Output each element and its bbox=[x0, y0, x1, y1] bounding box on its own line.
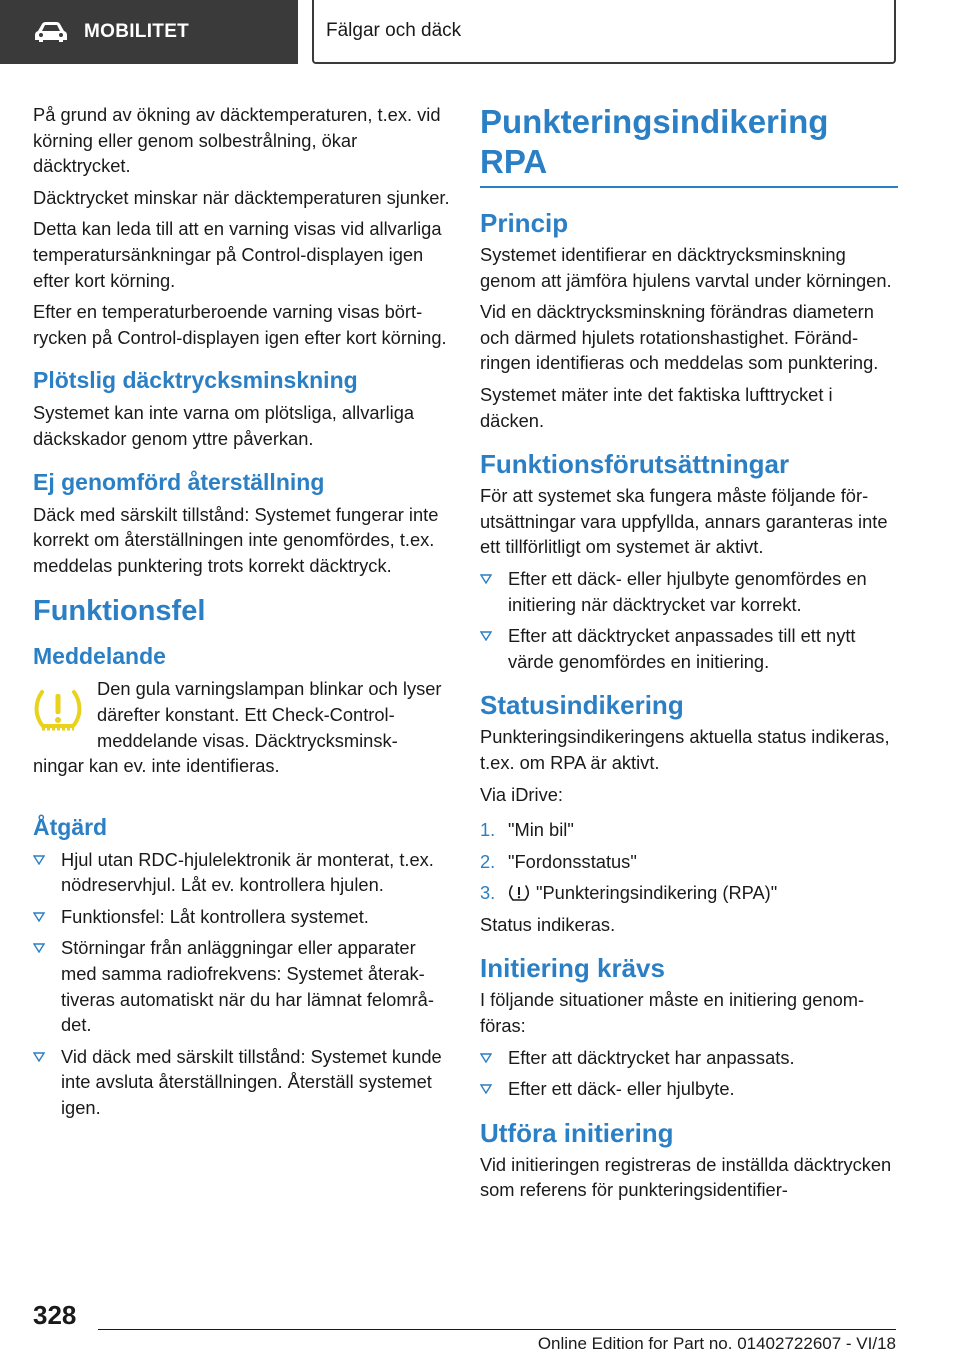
triangle-bullet-icon bbox=[480, 1053, 492, 1063]
step-item bbox=[480, 880, 898, 906]
list-item-text: Funktionsfel: Låt kontrollera systemet. bbox=[61, 905, 369, 927]
list-item bbox=[33, 935, 451, 1037]
triangle-bullet-icon bbox=[33, 943, 45, 953]
step-number: 1. bbox=[480, 819, 496, 841]
triangle-bullet-icon bbox=[33, 855, 45, 865]
list-item-text: Hjul utan RDC-hjulelektronik är monterat, t.ex. nödreservhjul. Låt ev. kontrollera hjulen. bbox=[61, 848, 434, 896]
step-item bbox=[480, 849, 898, 875]
section-label: MOBILITET bbox=[84, 21, 190, 42]
list-item bbox=[480, 566, 898, 617]
warning-text-continued: ningar kan ev. inte identifieras. bbox=[33, 755, 280, 777]
idrive-steps bbox=[480, 817, 898, 906]
left-column bbox=[33, 102, 451, 1127]
footer-edition: Online Edition for Part no. 01402722607 - VI/18 bbox=[537, 1334, 896, 1353]
right-column bbox=[480, 102, 898, 1209]
step-item bbox=[480, 817, 898, 843]
triangle-bullet-icon bbox=[33, 912, 45, 922]
step-number: 3. bbox=[480, 882, 496, 904]
triangle-bullet-icon bbox=[480, 574, 492, 584]
triangle-bullet-icon bbox=[480, 631, 492, 641]
step-text: "Fordonsstatus" bbox=[508, 850, 637, 872]
footer-divider bbox=[98, 1329, 896, 1330]
heading-sudden-loss: Plötslig däcktrycksminskning bbox=[33, 367, 358, 394]
paragraph: Status indikeras. bbox=[480, 913, 616, 935]
paragraph: Däcktrycket minskar när däcktemperaturen sjunker. bbox=[33, 186, 450, 208]
paragraph: För att systemet ska fungera måste följande förutsättningar vara uppfyllda, annars garanteras inte ett tillförlitligt om systemet är aktivt. bbox=[480, 485, 888, 558]
init-required-list bbox=[480, 1045, 898, 1102]
paragraph: Vid en däcktrycksminskning förändras diametern och därmed hjulets rotationshastighet. Förändringen identifieras och meddelas som punktering. bbox=[480, 301, 879, 374]
list-item-text: Vid däck med särskilt tillstånd: Systemet kunde inte avsluta återställningen. Återställ systemet igen. bbox=[61, 1045, 442, 1119]
tire-pressure-warning-icon bbox=[33, 688, 83, 732]
heading-status: Statusindikering bbox=[480, 690, 684, 721]
step-number: 2. bbox=[480, 850, 496, 872]
warning-text: Den gula varningslampan blinkar och lyser därefter konstant. Ett Check-Control-meddelande visas. Däcktrycksminsk- bbox=[97, 678, 442, 751]
paragraph: Punkteringsindikeringens aktuella status indikeras, t.ex. om RPA är aktivt. bbox=[480, 726, 890, 773]
list-item bbox=[33, 1044, 451, 1121]
heading-principle: Princip bbox=[480, 208, 569, 238]
chapter-title: Fälgar och däck bbox=[312, 0, 896, 64]
requirements-list bbox=[480, 566, 898, 674]
car-icon bbox=[34, 21, 68, 43]
paragraph: Vid initieringen registreras de inställda däcktrycken som referens för punkteringsidentifier- bbox=[480, 1153, 892, 1201]
triangle-bullet-icon bbox=[480, 1084, 492, 1094]
heading-rpa: Punkteringsindikering RPA bbox=[480, 102, 898, 188]
list-item-text: Efter ett däck- eller hjulbyte. bbox=[508, 1078, 735, 1100]
paragraph: Detta kan leda till att en varning visas vid allvarliga temperatursänkningar på Control-displayen igen efter kort körning. bbox=[33, 218, 442, 291]
list-item bbox=[33, 904, 451, 930]
heading-requirements: Funktionsförutsättningar bbox=[480, 449, 790, 480]
list-item-text: Efter att däcktrycket har anpassats. bbox=[508, 1046, 795, 1068]
tire-pressure-icon bbox=[508, 884, 530, 902]
paragraph: Däck med särskilt tillstånd: Systemet fungerar inte korrekt om återställningen inte genomfördes, t.ex. meddelas punktering trots korrekt däcktryck. bbox=[33, 503, 439, 576]
heading-init-required: Initiering krävs bbox=[480, 953, 665, 984]
action-list bbox=[33, 847, 451, 1121]
list-item bbox=[480, 1076, 898, 1102]
page-number: 328 bbox=[33, 1300, 77, 1330]
paragraph: Systemet kan inte varna om plötsliga, allvarliga däckskador genom yttre påverkan. bbox=[33, 402, 415, 449]
paragraph: Via iDrive: bbox=[480, 783, 563, 805]
heading-message: Meddelande bbox=[33, 643, 166, 670]
heading-reset-not-done: Ej genomförd återställning bbox=[33, 468, 325, 495]
paragraph: I följande situationer måste en initiering genomföras: bbox=[480, 989, 865, 1037]
triangle-bullet-icon bbox=[33, 1052, 45, 1062]
heading-perform-init: Utföra initiering bbox=[480, 1117, 674, 1148]
paragraph: Systemet identifierar en däcktrycksminskning genom att jämföra hjulens varvtal under körningen. bbox=[480, 244, 892, 291]
warning-message-block bbox=[33, 676, 451, 753]
paragraph: På grund av ökning av däcktemperaturen, t.ex. vid körning eller genom solbestrålning, ökar däcktrycket. bbox=[33, 104, 441, 177]
section-tab bbox=[0, 0, 298, 64]
heading-malfunction: Funktionsfel bbox=[33, 595, 206, 628]
list-item bbox=[480, 1045, 898, 1071]
step-text: "Min bil" bbox=[508, 819, 574, 841]
paragraph: Systemet mäter inte det faktiska lufttrycket i däcken. bbox=[480, 383, 833, 431]
step-text: "Punkteringsindikering (RPA)" bbox=[536, 882, 778, 904]
list-item bbox=[33, 847, 451, 898]
list-item-text: Störningar från anläggningar eller apparater med samma radiofrekvens: Systemet återaktiveras automatiskt när du har lämnat felområdet. bbox=[61, 937, 434, 1036]
heading-action: Åtgärd bbox=[33, 813, 108, 840]
list-item-text: Efter ett däck- eller hjulbyte genomfördes en initiering när däcktrycket var korrekt. bbox=[508, 567, 867, 615]
list-item-text: Efter att däcktrycket anpassades till ett nytt värde genomfördes en initiering. bbox=[508, 625, 856, 672]
list-item bbox=[480, 623, 898, 674]
paragraph: Efter en temperaturberoende varning visas börtrycken på Control-displayen igen efter kort körning. bbox=[33, 301, 447, 348]
